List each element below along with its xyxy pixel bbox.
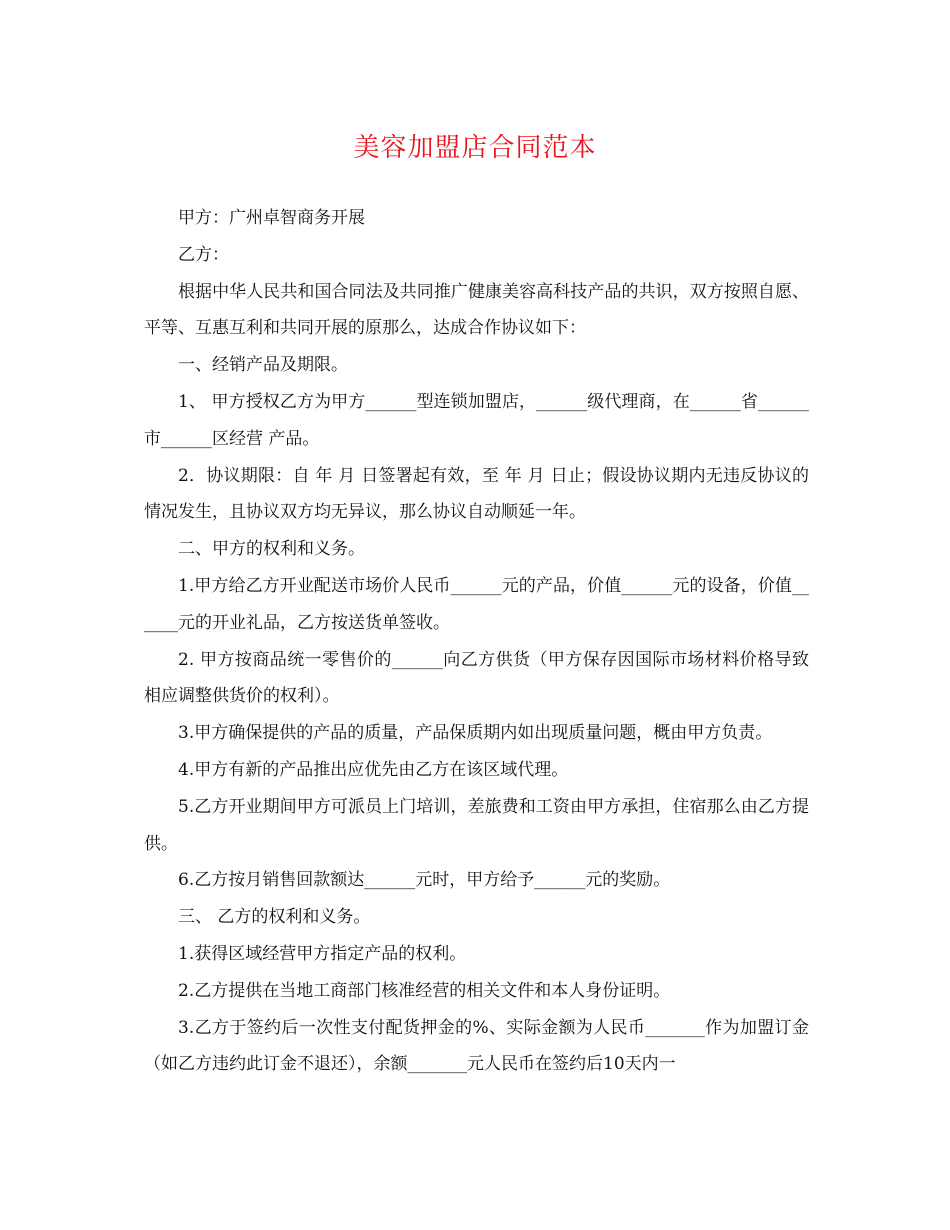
clause-3-2: 2.乙方提供在当地工商部门核准经营的相关文件和本人身份证明。 xyxy=(178,980,671,1001)
party-a-line: 甲方：广州卓智商务开展 xyxy=(178,208,365,228)
clause-2-6: 6.乙方按月销售回款额达______元时，甲方给予______元的奖励。 xyxy=(178,870,671,891)
preamble-paragraph: 根据中华人民共和国合同法及共同推广健康美容高科技产品的共识，双方按照自愿、平等、互惠互利和共同开展的原那么，达成合作协议如下： xyxy=(144,281,809,339)
clause-1-2: 2．协议期限：自 年 月 日签署起有效，至 年 月 日止；假设协议期内无违反协议的情况发生，且协议双方均无异议，那么协议自动顺延一年。 xyxy=(144,465,809,523)
clause-2-4: 4.甲方有新的产品推出应优先由乙方在该区域代理。 xyxy=(178,759,569,780)
party-b-line: 乙方： xyxy=(178,244,229,265)
clause-2-3: 3.甲方确保提供的产品的质量，产品保质期内如出现质量问题，概由甲方负责。 xyxy=(178,723,773,744)
document-body xyxy=(144,200,809,1083)
clause-1-1: 1、 甲方授权乙方为甲方______型连锁加盟店，______级代理商，在______省______市______区经营 产品。 xyxy=(144,391,809,449)
clause-3-1: 1.获得区域经营甲方指定产品的权利。 xyxy=(178,943,467,964)
clause-2-2: 2. 甲方按商品统一零售价的______向乙方供货（甲方保存因国际市场材料价格导致相应调整供货价的权利）。 xyxy=(144,649,809,707)
section-heading-2: 二、甲方的权利和义务。 xyxy=(178,539,365,560)
clause-2-1: 1.甲方给乙方开业配送市场价人民币______元的产品，价值______元的设备，价值______元的开业礼品，乙方按送货单签收。 xyxy=(144,575,809,633)
page-title: 美容加盟店合同范本 xyxy=(353,133,597,163)
section-heading-3: 三、 乙方的权利和义务。 xyxy=(178,907,371,928)
clause-3-3: 3.乙方于签约后一次性支付配货押金的%、实际金额为人民币_______作为加盟订金（如乙方违约此订金不退还），余额_______元人民币在签约后10天内一 xyxy=(144,1017,809,1075)
section-heading-1: 一、经销产品及期限。 xyxy=(178,355,348,376)
clause-2-5: 5.乙方开业期间甲方可派员上门培训，差旅费和工资由甲方承担，住宿那么由乙方提供。 xyxy=(144,796,809,854)
